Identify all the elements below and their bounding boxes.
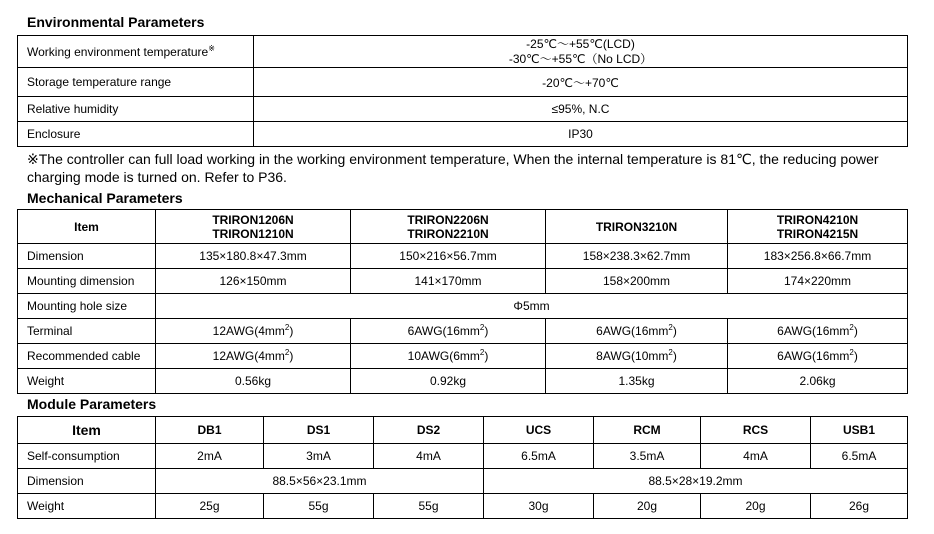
table-cell: 30g: [484, 494, 594, 519]
mech-header-item: Item: [18, 210, 156, 244]
mech-header-model-3: TRIRON3210N: [546, 210, 728, 244]
module-header-cell: UCS: [484, 417, 594, 444]
table-cell: 135×180.8×47.3mm: [156, 244, 351, 269]
env-value-enclosure: IP30: [254, 122, 908, 147]
module-label-self-consumption: Self-consumption: [18, 444, 156, 469]
table-row: [18, 210, 908, 244]
mech-label-mounting-dimension: Mounting dimension: [18, 269, 156, 294]
table-cell: 2mA: [156, 444, 264, 469]
table-cell: 183×256.8×66.7mm: [728, 244, 908, 269]
table-row: [18, 417, 908, 444]
module-header-cell: DB1: [156, 417, 264, 444]
table-cell: 1.35kg: [546, 369, 728, 394]
mech-header-model-4: TRIRON4210N TRIRON4215N: [728, 210, 908, 244]
table-cell: 158×238.3×62.7mm: [546, 244, 728, 269]
table-cell: 0.56kg: [156, 369, 351, 394]
table-cell: $6AWG(16mm^2)$: [351, 319, 546, 344]
environmental-table: [17, 35, 908, 147]
table-cell: 20g: [701, 494, 811, 519]
table-cell: $6AWG(16mm^2)$: [728, 344, 908, 369]
module-header-item: Item: [18, 417, 156, 444]
table-row: [18, 469, 908, 494]
table-cell: 3mA: [264, 444, 374, 469]
mech-label-recommended-cable: Recommended cable: [18, 344, 156, 369]
mechanical-table: [17, 209, 908, 394]
mechanical-title: Mechanical Parameters: [27, 190, 183, 206]
table-cell: 150×216×56.7mm: [351, 244, 546, 269]
mech-label-weight: Weight: [18, 369, 156, 394]
env-label-humidity: Relative humidity: [18, 97, 254, 122]
environmental-title: Environmental Parameters: [27, 14, 205, 30]
module-header-cell: RCM: [594, 417, 701, 444]
table-cell: 20g: [594, 494, 701, 519]
footnote-text: ※The controller can full load working in the working environment temperature, When the internal temperature is 81℃, the reducing power charging mode is turned on. Refer to P36.: [27, 151, 879, 185]
module-title: Module Parameters: [27, 396, 157, 412]
env-label-working-temp: Working environment temperature※: [18, 36, 254, 68]
table-row: [18, 97, 908, 122]
module-header-cell: USB1: [811, 417, 908, 444]
table-cell: 25g: [156, 494, 264, 519]
table-cell: $12AWG(4mm^2)$: [156, 319, 351, 344]
table-cell: $12AWG(4mm^2)$: [156, 344, 351, 369]
footnote-mark: ※: [208, 43, 215, 53]
table-row: [18, 122, 908, 147]
table-cell: 55g: [374, 494, 484, 519]
mech-label-terminal: Terminal: [18, 319, 156, 344]
module-header-cell: DS2: [374, 417, 484, 444]
table-cell: $8AWG(10mm^2)$: [546, 344, 728, 369]
env-value-storage: -20℃～+70℃: [254, 68, 908, 97]
table-cell: 55g: [264, 494, 374, 519]
table-row: [18, 494, 908, 519]
table-cell: 4mA: [701, 444, 811, 469]
table-cell: 141×170mm: [351, 269, 546, 294]
table-row: [18, 244, 908, 269]
table-cell: 0.92kg: [351, 369, 546, 394]
module-header-cell: DS1: [264, 417, 374, 444]
env-value-no-lcd: -30℃～+55℃（No LCD）: [508, 51, 653, 66]
table-cell: $6AWG(16mm^2)$: [728, 319, 908, 344]
table-cell: 126×150mm: [156, 269, 351, 294]
env-value-humidity: ≤95%, N.C: [254, 97, 908, 122]
table-row: [18, 369, 908, 394]
module-label-weight: Weight: [18, 494, 156, 519]
mech-label-mounting-hole: Mounting hole size: [18, 294, 156, 319]
module-label-dimension: Dimension: [18, 469, 156, 494]
env-value-lcd: -25℃～+55℃(LCD): [526, 36, 635, 51]
mech-value-mounting-hole: Φ5mm: [156, 294, 908, 319]
module-table: [17, 416, 908, 519]
module-header-cell: RCS: [701, 417, 811, 444]
table-cell: $10AWG(6mm^2)$: [351, 344, 546, 369]
table-cell: 6.5mA: [811, 444, 908, 469]
table-cell: 3.5mA: [594, 444, 701, 469]
table-row: [18, 68, 908, 97]
table-cell: 4mA: [374, 444, 484, 469]
table-cell: 158×200mm: [546, 269, 728, 294]
table-row: [18, 319, 908, 344]
mech-header-model-2: TRIRON2206N TRIRON2210N: [351, 210, 546, 244]
table-row: [18, 294, 908, 319]
table-cell: 174×220mm: [728, 269, 908, 294]
env-label-enclosure: Enclosure: [18, 122, 254, 147]
table-cell: 6.5mA: [484, 444, 594, 469]
table-row: [18, 444, 908, 469]
table-row: [18, 36, 908, 68]
table-cell: 88.5×28×19.2mm: [484, 469, 908, 494]
table-row: [18, 344, 908, 369]
table-cell: 26g: [811, 494, 908, 519]
table-cell: 88.5×56×23.1mm: [156, 469, 484, 494]
table-cell: $6AWG(16mm^2)$: [546, 319, 728, 344]
mech-header-model-1: TRIRON1206N TRIRON1210N: [156, 210, 351, 244]
mech-label-dimension: Dimension: [18, 244, 156, 269]
table-cell: 2.06kg: [728, 369, 908, 394]
env-label-storage: Storage temperature range: [18, 68, 254, 97]
env-value-working-temp: [254, 36, 908, 68]
table-row: [18, 269, 908, 294]
